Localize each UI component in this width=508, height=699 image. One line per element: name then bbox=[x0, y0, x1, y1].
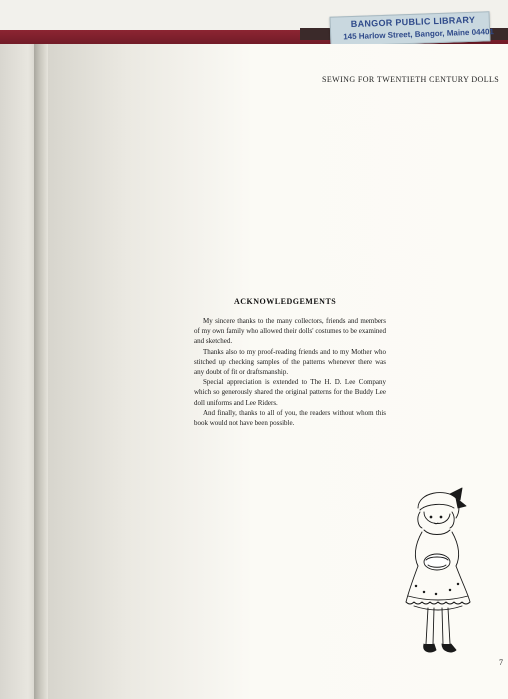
acknowledgements-text bbox=[194, 316, 386, 428]
paragraph: And finally, thanks to all of you, the readers without whom this book would not have been possible. bbox=[194, 408, 386, 428]
page-heading: ACKNOWLEDGEMENTS bbox=[234, 297, 337, 306]
book-gutter bbox=[34, 44, 48, 699]
paragraph: Special appreciation is extended to The H. D. Lee Company which so generously shared the original patterns for the Buddy Lee doll uniforms and Lee Riders. bbox=[194, 378, 386, 407]
paragraph: My sincere thanks to the many collectors, friends and members of my own family who allowed their dolls' costumes to be examined and sketched. bbox=[194, 317, 386, 346]
paragraph: Thanks also to my proof-reading friends and to my Mother who stitched up checking samples of the patterns whenever there was any doubt of fit or draftsmanship. bbox=[194, 347, 386, 377]
library-address: 145 Harlow Street, Bangor, Maine 04401 bbox=[343, 27, 495, 42]
library-label bbox=[330, 11, 495, 47]
girl-doll-with-muff-illustration bbox=[400, 486, 480, 662]
library-name: BANGOR PUBLIC LIBRARY bbox=[350, 14, 476, 30]
page-number: 7 bbox=[499, 658, 503, 667]
running-head: SEWING FOR TWENTIETH CENTURY DOLLS bbox=[322, 75, 500, 84]
